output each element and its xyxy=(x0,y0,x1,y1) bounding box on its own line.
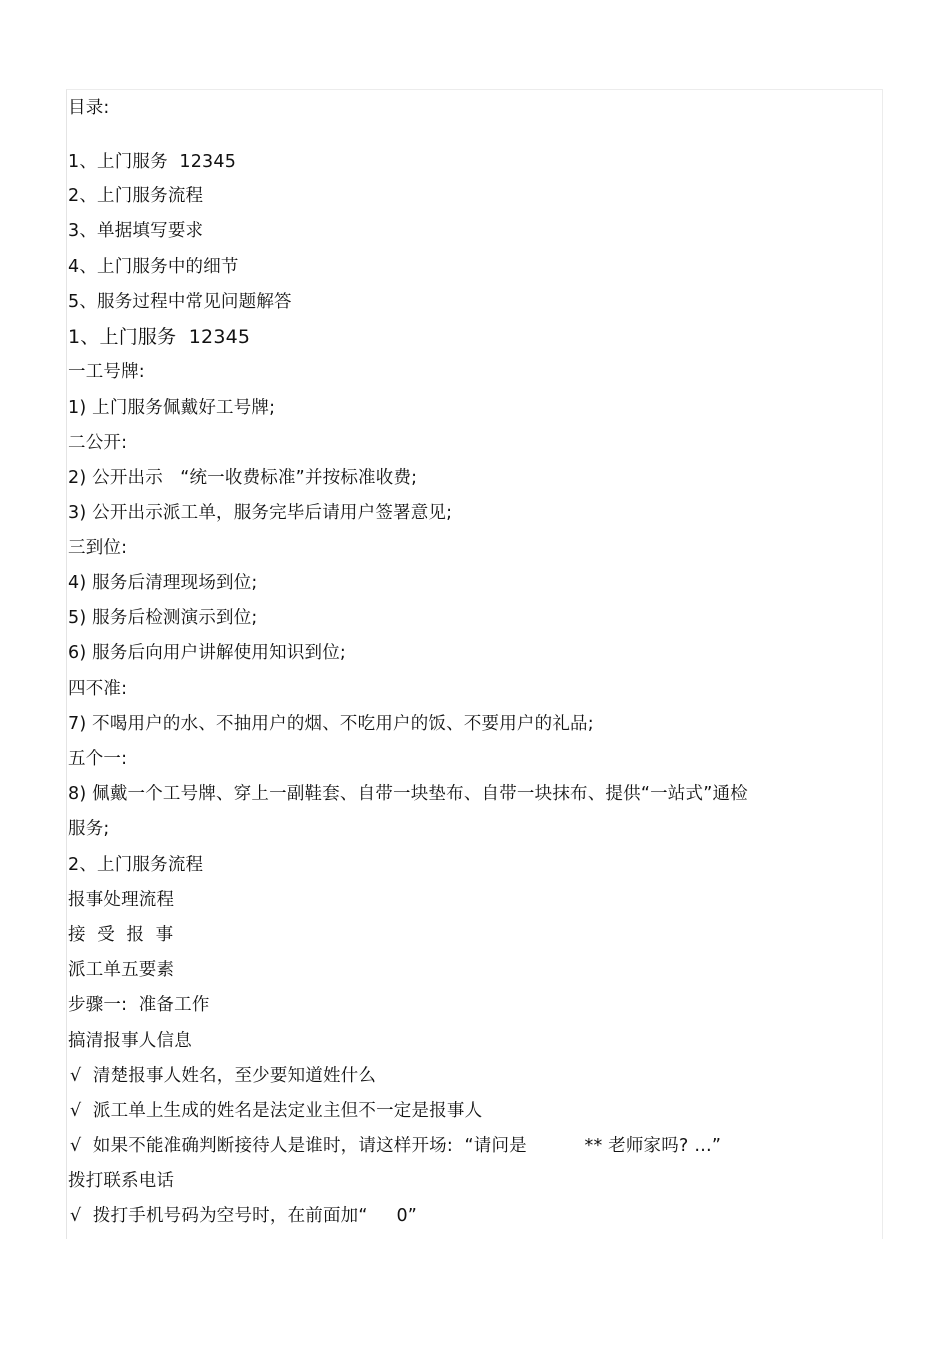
section-1-heading: 1、上门服务 12345 xyxy=(68,326,251,348)
section-2-line: 步骤一: 准备工作 xyxy=(68,995,210,1015)
section-1-line: 7) 不喝用户的水、不抽用户的烟、不吃用户的饭、不要用户的礼品; xyxy=(68,714,594,734)
section-1-line: 三到位: xyxy=(68,538,128,558)
section-1-line: 4) 服务后清理现场到位; xyxy=(68,573,258,593)
checklist-item: √ 如果不能准确判断接待人是谁时，请这样开场: “请问是 ** 老师家吗? …” xyxy=(70,1136,722,1156)
section-2-line: 报事处理流程 xyxy=(68,890,175,910)
section-1-line: 6) 服务后向用户讲解使用知识到位; xyxy=(68,643,347,663)
toc-item-5: 5、服务过程中常见问题解答 xyxy=(68,292,292,312)
toc-title: 目录: xyxy=(68,98,110,118)
section-2-line: 派工单五要素 xyxy=(68,960,175,980)
section-1-line: 五个一: xyxy=(68,749,128,769)
toc-item-3: 3、单据填写要求 xyxy=(68,221,204,241)
section-1-line: 服务; xyxy=(68,819,110,839)
section-2-heading: 2、上门服务流程 xyxy=(68,855,204,875)
section-1-line: 四不准: xyxy=(68,679,128,699)
toc-item-1: 1、上门服务 12345 xyxy=(68,152,237,172)
checklist-item: √ 清楚报事人姓名，至少要知道姓什么 xyxy=(70,1066,377,1086)
toc-item-4: 4、上门服务中的细节 xyxy=(68,257,239,277)
checklist-item: √ 派工单上生成的姓名是法定业主但不一定是报事人 xyxy=(70,1101,483,1121)
section-1-line: 1) 上门服务佩戴好工号牌; xyxy=(68,398,276,418)
section-1-line: 3) 公开出示派工单，服务完毕后请用户签署意见; xyxy=(68,503,453,523)
section-2-line: 搞清报事人信息 xyxy=(68,1031,192,1051)
section-2-line: 拨打联系电话 xyxy=(68,1171,175,1191)
toc-item-2: 2、上门服务流程 xyxy=(68,186,204,206)
section-1-line: 8) 佩戴一个工号牌、穿上一副鞋套、自带一块垫布、自带一块抹布、提供“一站式”通检 xyxy=(68,784,748,804)
section-2-line: 接 受 报 事 xyxy=(68,925,174,945)
section-1-line: 2) 公开出示 “统一收费标准”并按标准收费; xyxy=(68,468,418,488)
checklist-item: √ 拨打手机号码为空号时，在前面加“ 0” xyxy=(70,1206,418,1226)
section-1-line: 5) 服务后检测演示到位; xyxy=(68,608,258,628)
section-1-line: 二公开: xyxy=(68,433,128,453)
section-1-line: 一工号牌: xyxy=(68,362,145,382)
